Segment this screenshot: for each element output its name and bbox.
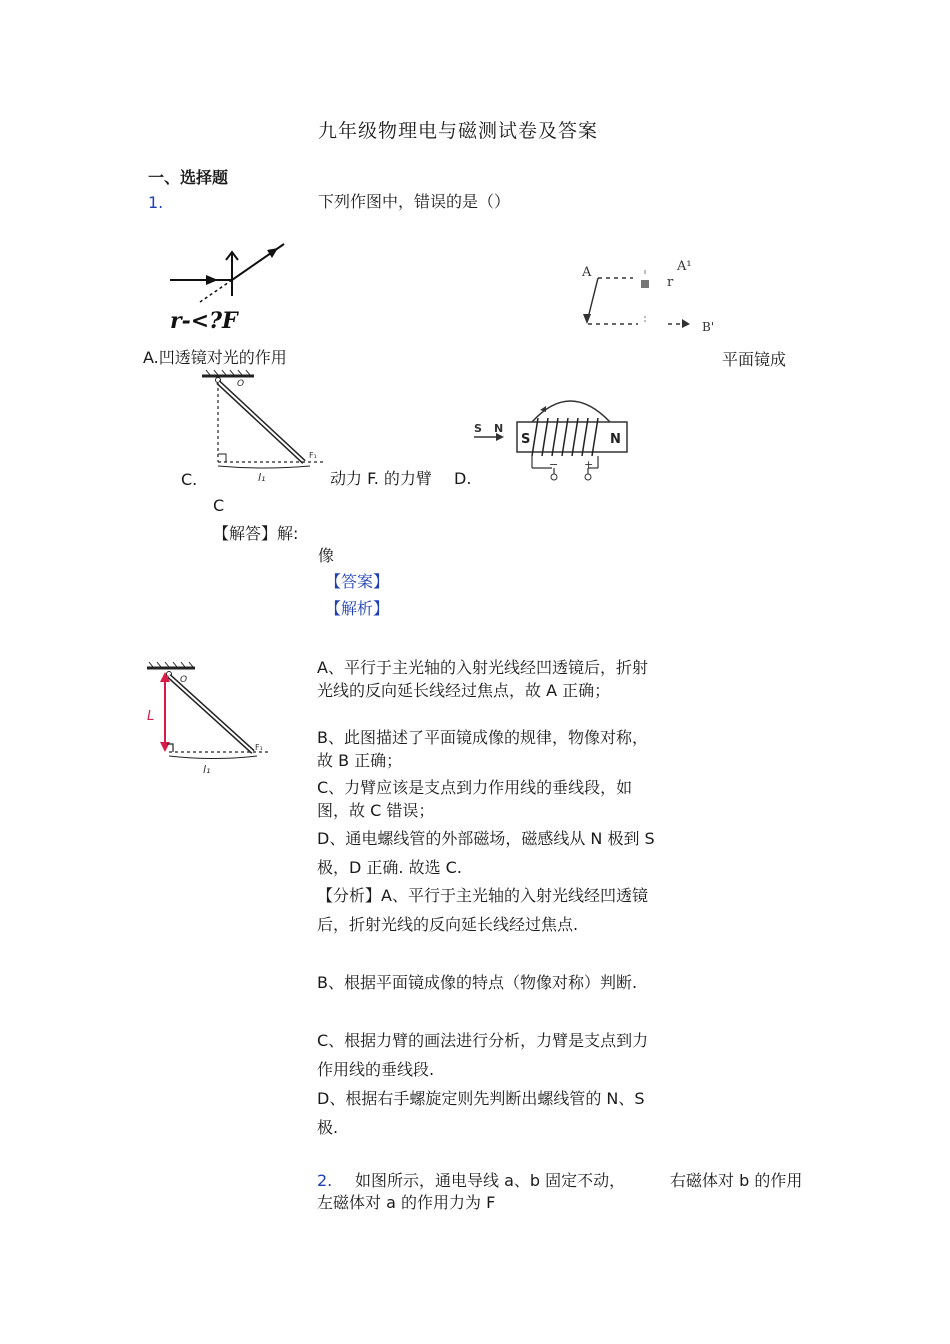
- svg-text:O: O: [237, 379, 245, 389]
- explain-a: A、平行于主光轴的入射光线经凹透镜后，折射光线的反向延长线经过焦点，故 A 正确；: [317, 658, 648, 700]
- analysis-b: B、根据平面镜成像的特点（物像对称）判断.: [317, 973, 638, 992]
- svg-text:F₁: F₁: [309, 451, 317, 460]
- question-2-text-a: 如图所示，通电导线 a、b 固定不动，: [355, 1171, 626, 1190]
- svg-text:A: A: [582, 265, 592, 280]
- section-heading: 一、选择题: [148, 168, 229, 187]
- svg-text:L: L: [147, 709, 155, 724]
- figure-lever-arm: [198, 370, 328, 485]
- svg-text:S: S: [474, 422, 482, 435]
- svg-text:S: S: [521, 432, 531, 447]
- svg-text:F₁: F₁: [255, 743, 263, 752]
- figure-solenoid: [470, 388, 630, 488]
- analysis-a: 【分析】A、平行于主光轴的入射光线经凹透镜后，折射光线的反向延长线经过焦点.: [317, 886, 648, 934]
- question-2-text-c: 左磁体对 a 的作用力为 F: [317, 1193, 496, 1212]
- svg-text:A¹: A¹: [677, 259, 692, 274]
- question-number: 1.: [148, 193, 164, 212]
- analysis-d: D、根据右手螺旋定则先判断出螺线管的 N、S 极.: [317, 1089, 645, 1137]
- svg-text:N: N: [610, 432, 621, 447]
- figure-plane-mirror: [578, 256, 728, 336]
- svg-text:N: N: [494, 422, 504, 435]
- svg-text:l₁: l₁: [203, 763, 211, 776]
- option-c: 动力 F. 的力臂: [330, 469, 432, 488]
- option-c-prefix: C.: [181, 470, 198, 489]
- explain-c: C、力臂应该是支点到力作用线的垂线段，如图，故 C 错误；: [317, 778, 633, 820]
- answer-tag: 【答案】: [325, 572, 390, 591]
- figure-lever-arm-corrected: [143, 660, 283, 780]
- option-b: 平面镜成: [722, 350, 787, 369]
- question-2-text-b: 右磁体对 b 的作用: [670, 1171, 803, 1190]
- option-a: A.凹透镜对光的作用: [143, 348, 287, 367]
- question-stem: 下列作图中，错误的是（）: [318, 192, 511, 211]
- svg-text:B': B': [702, 320, 715, 334]
- option-d-prefix: D.: [454, 469, 472, 488]
- figure-concave-lens: [166, 238, 296, 338]
- figure-a-label: r-<?F: [170, 308, 238, 334]
- option-b-continued: 像: [318, 546, 335, 565]
- answer-letter: C: [213, 496, 225, 515]
- question-2-number: 2.: [317, 1171, 333, 1190]
- explain-b: B、此图描述了平面镜成像的规律，物像对称，故 B 正确；: [317, 728, 648, 770]
- solution-label: 【解答】解:: [213, 524, 299, 543]
- svg-text:r: r: [667, 275, 674, 290]
- analysis-c: C、根据力臂的画法进行分析，力臂是支点到力作用线的垂线段.: [317, 1031, 649, 1079]
- analysis-tag: 【解析】: [325, 599, 390, 618]
- svg-text:−: −: [549, 458, 559, 471]
- svg-text:l₁: l₁: [258, 471, 266, 484]
- svg-text:+: +: [584, 458, 594, 471]
- page-title: 九年级物理电与磁测试卷及答案: [318, 120, 599, 142]
- explain-d: D、通电螺线管的外部磁场，磁感线从 N 极到 S 极，D 正确. 故选 C.: [317, 829, 655, 877]
- svg-text:O: O: [180, 675, 188, 685]
